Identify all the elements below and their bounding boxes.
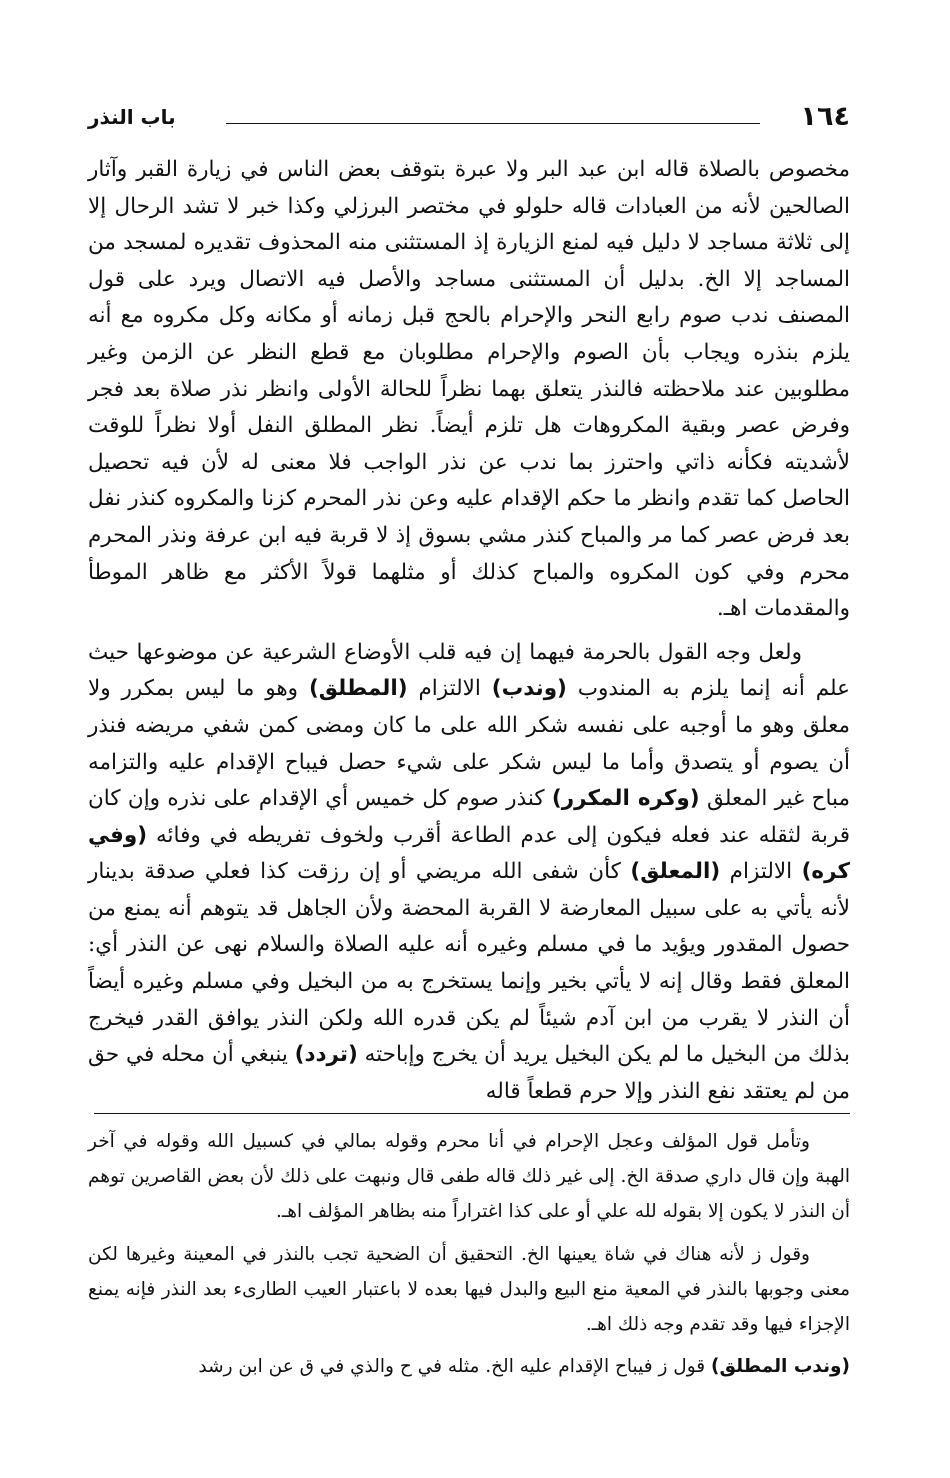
text-run: ولعل وجه القول بالحرمة فيهما إن فيه قلب الأوضاع الشرعية عن موضوعها حيث علم أنه إنما يلزم به المندوب [88,639,851,702]
footnotes [88,1124,850,1391]
footnote-1: وتأمل قول المؤلف وعجل الإحرام في أنا محرم وقوله بمالي في كسبيل الله وقوله في آخر الهبة وإن قال داري صدقة الخ. إلى غير ذلك قاله طفى قال ونبهت على ذلك لأن بعض القاصرين توهم أن النذر لا يكون إلا بقوله لله علي أو على كذا اغتراراً منه بظاهر المؤلف اهـ. [88,1131,850,1223]
text-run: الالتزام [720,859,802,885]
text-run: كأن شفى الله مريضي أو إن رزقت كذا فعلي صدقة بدينار لأنه يأتي به على سبيل المعارضة لا القربة المحضة ولأن الجاهل قد يتوهم أنه يمنع من حصول المقدور ويؤيد ما في مسلم وغيره أنه عليه الصلاة والسلام نهى عن النذر أي: المعلق فقط وقال إنه لا يأتي بخير وإنما يستخرج به من البخيل وفي مسلم وغيره أيضاً أن النذر لا يقرب من ابن آدم شيئاً لم يكن قدره الله ولكن النذر يوافق القدر فيخرج بذلك من البخيل ما لم يكن البخيل يريد أن يخرج وإباحته [88,859,850,1068]
bold-term: (تردد) [294,1042,358,1068]
footnote-rule [94,1113,850,1114]
bold-term: (المعلق) [630,859,721,885]
bold-term: (وكره المكرر) [551,786,700,812]
text-run: كنذر صوم كل خميس أي الإقدام على نذره وإن كان قربة لثقله عند فعله فيكون إلى عدم الطاعة أقرب ولخوف تفريطه في وفائه [88,786,850,848]
main-text [88,152,850,1110]
text-run: الالتزام [407,676,492,702]
page-header [88,98,850,138]
bold-term: (وندب) [491,676,567,702]
main-paragraph-2 [88,635,850,1111]
footnote-3 [88,1349,850,1384]
footnote-2: وقول ز لأنه هناك في شاة يعينها الخ. التحقيق أن الضحية تجب بالنذر في المعينة وغيرها لكن معنى وجوبها بالنذر في المعية منع البيع والبدل فيها بعده لا باعتبار العيب الطارىء بعد النذر فإنه يمنع الإجزاء فيها وقد تقدم وجه ذلك اهـ. [88,1243,850,1336]
header-rule [226,123,760,124]
bold-term: (وندب المطلق) [710,1356,850,1378]
bold-term: (المطلق) [308,676,408,702]
text-run: قول ز فيباح الإقدام عليه الخ. مثله في ح والذي في ق عن ابن رشد [198,1356,711,1378]
text-run: ينبغي أن محله في حق من لم يعتقد نفع النذر وإلا حرم قطعاً قاله [88,1042,850,1104]
main-paragraph-1: مخصوص بالصلاة قاله ابن عبد البر ولا عبرة بتوقف بعض الناس في زيارة القبر وآثار الصالحين لأنه من العبادات قاله حلولو في مختصر البرزلي وكذا خبر لا تشد الرحال إلا إلى ثلاثة مساجد لا دليل فيه لمنع الزيارة إذ المستثنى منه المحذوف تقديره لمسجد من المساجد إلا الخ. بدليل أن المستثنى مساجد والأصل فيه الاتصال ويرد على قول المصنف ندب صوم رابع النحر والإحرام بالحج قبل زمانه أو مكانه وكل مكروه مع أنه يلزم بنذره ويجاب بأن الصوم والإحرام مطلوبان مع قطع النظر عن الزمن وغير مطلوبين عند ملاحظته فالنذر يتعلق بهما نظراً للحالة الأولى وانظر نذر صلاة بعد فجر وفرض عصر وبقية المكروهات هل تلزم أيضاً. نظر المطلق النفل أولا نظراً للوقت لأشديته فكأنه ذاتي واحترز بما ندب عن نذر الواجب فلا معنى له لأن فيه تحصيل الحاصل كما تقدم وانظر ما حكم الإقدام عليه وعن نذر المحرم كزنا والمكروه كنذر نفل بعد فرض عصر كما مر والمباح كنذر مشي بسوق إذ لا قربة فيه ابن عرفة ونذر المحرم محرم وفي كون المكروه والمباح كذلك أو مثلهما قولاً الأكثر مع ظاهر الموطأ والمقدمات اهـ. [88,157,850,622]
page-number: ١٦٤ [800,101,850,132]
text-run: وهو ما ليس بمكرر ولا معلق وهو ما أوجبه على نفسه شكر الله على ما كان ومضى كمن شفي مريضه فنذر أن يصوم أو يتصدق وأما ما ليس شكر على شيء حصل فيباح الإقدام عليه والتزامه مباح غير المعلق [88,676,851,812]
chapter-title: باب النذر [88,105,176,129]
bold-term: (وفي كره) [88,822,850,885]
